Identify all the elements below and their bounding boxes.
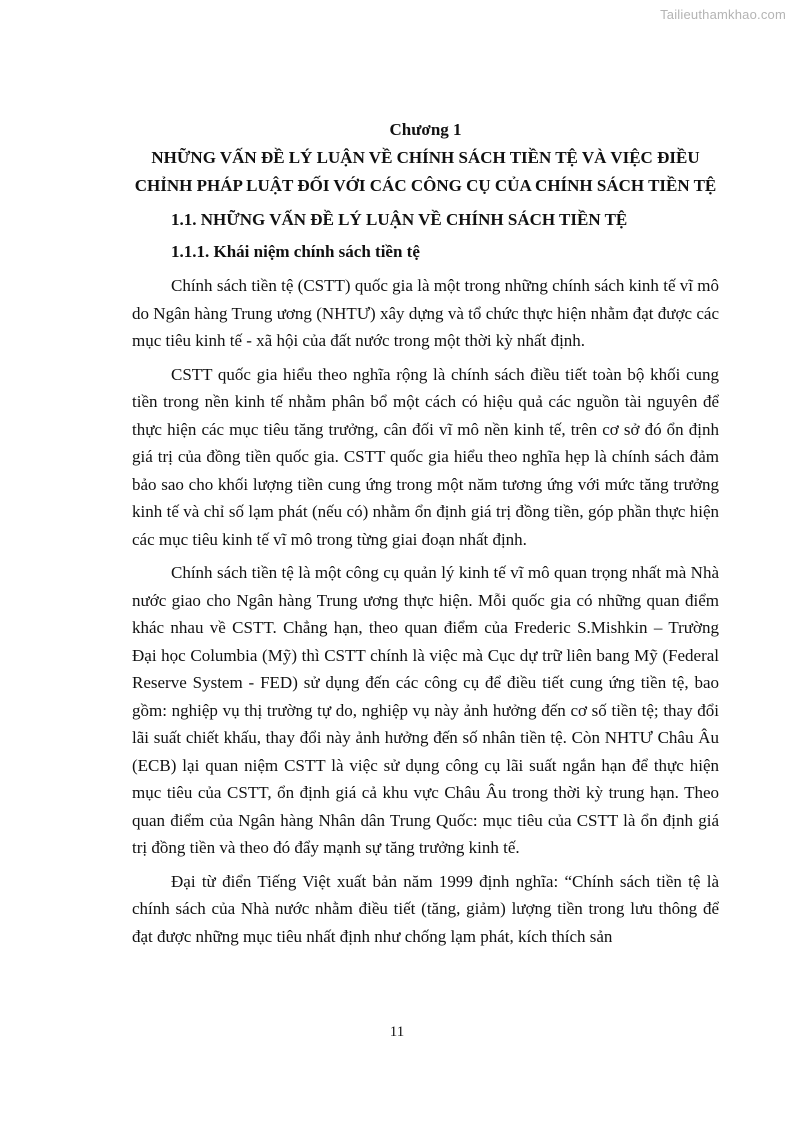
paragraph-4: Đại từ điển Tiếng Việt xuất bản năm 1999 định nghĩa: “Chính sách tiền tệ là chính sách của Nhà nước nhằm điều tiết (tăng, giảm) lượng tiền trong lưu thông để đạt được những mục tiêu nhất định như chống lạm phát, kích thích sản	[132, 871, 719, 946]
paragraph-3: Chính sách tiền tệ là một công cụ quản lý kinh tế vĩ mô quan trọng nhất mà Nhà nước giao cho Ngân hàng Trung ương thực hiện. Mỗi quốc gia có những quan điểm khác nhau về CSTT. Chẳng hạn, theo quan điểm của Frederic S.Mishkin – Trường Đại học Columbia (Mỹ) thì CSTT chính là việc mà Cục dự trữ liên bang Mỹ (Federal Reserve System - FED) sử dụng đến các công cụ để điều tiết cung ứng tiền tệ, bao gồm: nghiệp vụ thị trường tự do, nghiệp vụ này ảnh hưởng đến cơ số tiền tệ; thay đổi lãi suất chiết khấu, thay đổi này ảnh hưởng đến số nhân tiền tệ. Còn NHTƯ Châu Âu (ECB) lại quan niệm CSTT là việc sử dụng công cụ lãi suất ngắn hạn để thực hiện mục tiêu của CSTT, ổn định giá cả khu vực Châu Âu trong thời kỳ trung hạn. Theo quan điểm của Ngân hàng Nhân dân Trung Quốc: mục tiêu của CSTT là ổn định giá trị đồng tiền và theo đó đẩy mạnh sự tăng trưởng kinh tế.	[132, 563, 719, 857]
chapter-title: NHỮNG VẤN ĐỀ LÝ LUẬN VỀ CHÍNH SÁCH TIỀN TỆ VÀ VIỆC ĐIỀU CHỈNH PHÁP LUẬT ĐỐI VỚI CÁC CÔNG CỤ CỦA CHÍNH SÁCH TIỀN TỆ	[134, 148, 717, 195]
chapter-label: Chương 1	[389, 120, 462, 139]
document-page	[132, 116, 719, 950]
paragraph-1: Chính sách tiền tệ (CSTT) quốc gia là một trong những chính sách kinh tế vĩ mô do Ngân hàng Trung ương (NHTƯ) xây dựng và tổ chức thực hiện nhằm đạt được các mục tiêu kinh tế - xã hội của đất nước trong một thời kỳ nhất định.	[132, 276, 719, 350]
page-number: 11	[389, 1024, 405, 1040]
subsection-heading: 1.1.1. Khái niệm chính sách tiền tệ	[171, 242, 420, 261]
paragraph-2: CSTT quốc gia hiểu theo nghĩa rộng là chính sách điều tiết toàn bộ khối cung tiền trong nền kinh tế nhằm phân bổ một cách có hiệu quả các nguồn tài nguyên để thực hiện các mục tiêu tăng trưởng, cân đối vĩ mô nền kinh tế, trên cơ sở đó ổn định giá trị của đồng tiền quốc gia. CSTT quốc gia hiểu theo nghĩa hẹp là chính sách đảm bảo sao cho khối lượng tiền cung ứng trong một năm tương ứng với mức tăng trưởng kinh tế và chỉ số lạm phát (nếu có) nhằm ổn định giá trị đồng tiền, góp phần thực hiện các mục tiêu kinh tế vĩ mô trong từng giai đoạn nhất định.	[132, 364, 719, 549]
watermark-text: Tailieuthamkhao.com	[660, 7, 786, 22]
section-heading: 1.1. NHỮNG VẤN ĐỀ LÝ LUẬN VỀ CHÍNH SÁCH TIỀN TỆ	[171, 210, 628, 229]
